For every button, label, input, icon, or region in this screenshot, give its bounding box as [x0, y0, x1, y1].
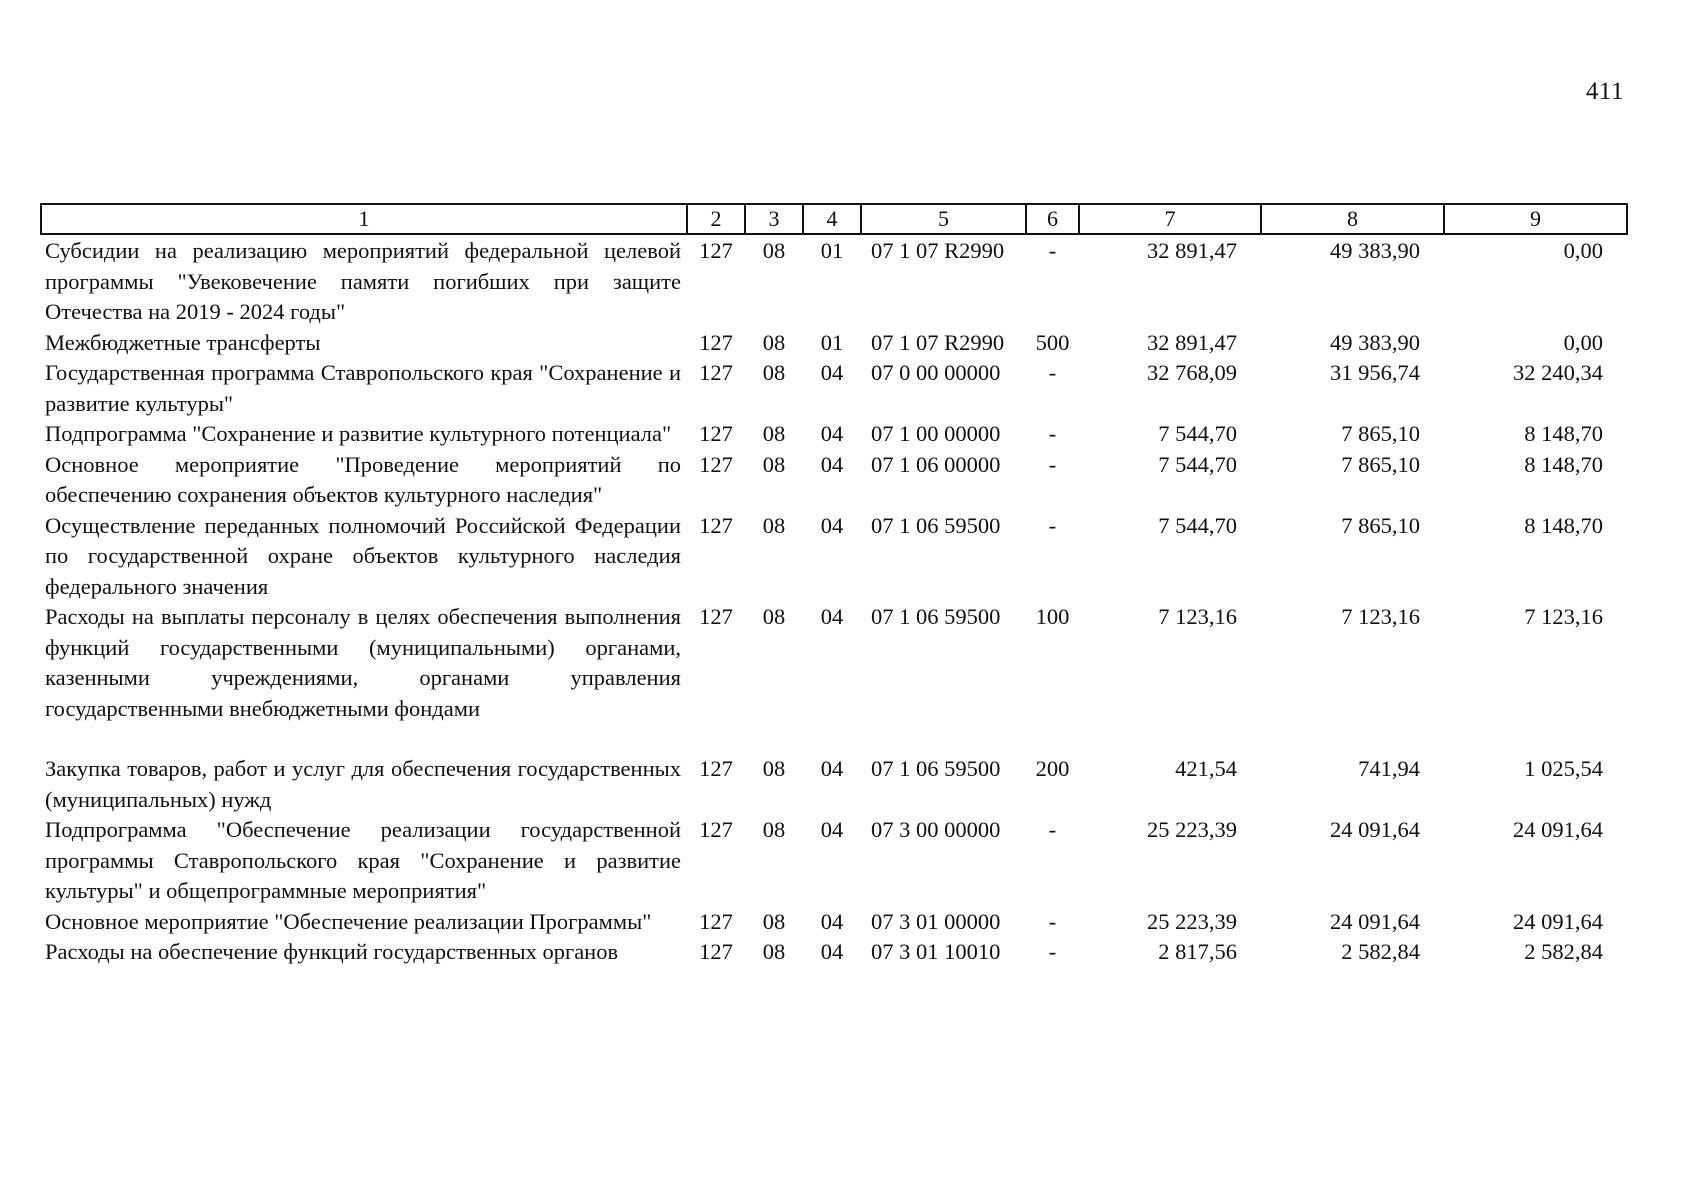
row-amount-col9: 24 091,64	[1513, 908, 1603, 934]
row-expense-type: 100	[1035, 604, 1070, 629]
header-col-8: 8	[1261, 204, 1444, 234]
row-section: 08	[762, 238, 786, 263]
row-name: Подпрограмма "Обеспечение реализации государственной программы Ставропольского края "Сохранение и развитие культуры" и общепрограммные мероприятия"	[45, 817, 681, 903]
row-amount-col8: 7 123,16	[1341, 604, 1420, 629]
row-section: 08	[762, 908, 786, 934]
row-name: Подпрограмма "Сохранение и развитие культурного потенциала"	[45, 421, 672, 446]
row-subsection: 04	[820, 817, 844, 842]
row-section: 08	[762, 512, 786, 538]
row-ministry: 127	[699, 817, 733, 842]
row-target-article: 07 1 06 00000	[871, 451, 1001, 477]
row-amount-col8: 24 091,64	[1330, 817, 1420, 842]
row-target-article: 07 1 07 R2990	[871, 329, 1005, 355]
page-number: 411	[1585, 78, 1624, 105]
row-expense-type: -	[1048, 421, 1057, 446]
row-expense-type: -	[1048, 238, 1057, 263]
row-amount-col9: 8 148,70	[1524, 451, 1603, 477]
row-amount-col9: 32 240,34	[1513, 360, 1603, 385]
table-body	[41, 234, 1627, 968]
row-name: Расходы на обеспечение функций государственных органов	[45, 939, 619, 964]
row-subsection: 04	[820, 360, 844, 385]
row-ministry: 127	[699, 421, 733, 446]
row-ministry: 127	[699, 756, 733, 781]
row-expense-type: -	[1048, 817, 1057, 842]
table-row	[41, 907, 1627, 938]
row-amount-col7: 421,54	[1175, 756, 1237, 781]
row-subsection: 04	[820, 939, 844, 964]
table-row	[41, 511, 1627, 603]
header-col-9: 9	[1444, 204, 1627, 234]
header-row	[41, 204, 1627, 234]
row-subsection: 04	[820, 908, 844, 934]
row-target-article: 07 1 06 59500	[871, 604, 1001, 629]
row-ministry: 127	[699, 451, 733, 477]
row-section: 08	[762, 421, 786, 446]
row-target-article: 07 1 06 59500	[871, 512, 1001, 538]
row-name: Расходы на выплаты персоналу в целях обеспечения выполнения функций государственными (муниципальными) органами, казенными учреждениями, органами управления государственными внебюджетными фондами	[45, 604, 681, 721]
header-col-1: 1	[41, 204, 687, 234]
header-col-4: 4	[803, 204, 861, 234]
row-target-article: 07 1 07 R2990	[871, 238, 1005, 263]
row-expense-type: -	[1048, 512, 1057, 538]
row-subsection: 04	[820, 756, 844, 781]
row-name: Субсидии на реализацию мероприятий федеральной целевой программы "Увековечение памяти погибших при защите Отечества на 2019 - 2024 годы"	[45, 238, 681, 324]
row-name: Закупка товаров, работ и услуг для обеспечения государственных (муниципальных) нужд	[45, 756, 681, 812]
row-expense-type: -	[1048, 908, 1057, 934]
row-amount-col7: 7 544,70	[1158, 512, 1237, 538]
row-amount-col8: 741,94	[1358, 756, 1420, 781]
table-row	[41, 815, 1627, 907]
row-ministry: 127	[699, 512, 733, 538]
row-ministry: 127	[699, 604, 733, 629]
row-section: 08	[762, 329, 786, 355]
row-amount-col8: 49 383,90	[1330, 329, 1420, 355]
row-section: 08	[762, 360, 786, 385]
header-col-7: 7	[1079, 204, 1261, 234]
row-section: 08	[762, 451, 786, 477]
table-row	[41, 358, 1627, 419]
row-subsection: 04	[820, 451, 844, 477]
row-amount-col8: 7 865,10	[1341, 512, 1420, 538]
row-amount-col7: 7 544,70	[1158, 421, 1237, 446]
table-spacer-row	[41, 724, 1627, 754]
row-ministry: 127	[699, 360, 733, 385]
row-expense-type: 200	[1035, 756, 1070, 781]
row-amount-col9: 0,00	[1563, 329, 1603, 355]
row-amount-col7: 2 817,56	[1158, 939, 1237, 964]
row-amount-col8: 7 865,10	[1341, 451, 1420, 477]
row-amount-col8: 24 091,64	[1330, 908, 1420, 934]
row-amount-col9: 24 091,64	[1513, 817, 1603, 842]
row-amount-col7: 32 891,47	[1147, 329, 1237, 355]
row-section: 08	[762, 939, 786, 964]
row-amount-col9: 0,00	[1563, 238, 1603, 263]
table-row	[41, 234, 1627, 328]
table-row	[41, 602, 1627, 724]
row-amount-col9: 8 148,70	[1524, 512, 1603, 538]
row-expense-type: -	[1048, 939, 1057, 964]
row-amount-col7: 25 223,39	[1147, 908, 1237, 934]
row-section: 08	[762, 817, 786, 842]
row-ministry: 127	[699, 238, 733, 263]
table-row	[41, 450, 1627, 511]
header-col-2: 2	[687, 204, 745, 234]
row-ministry: 127	[699, 939, 733, 964]
table-row	[41, 328, 1627, 359]
row-amount-col9: 1 025,54	[1524, 756, 1603, 781]
row-amount-col9: 2 582,84	[1524, 939, 1603, 964]
row-subsection: 04	[820, 421, 844, 446]
header-col-5: 5	[861, 204, 1026, 234]
row-subsection: 04	[820, 512, 844, 538]
row-expense-type: -	[1048, 360, 1057, 385]
row-amount-col8: 31 956,74	[1330, 360, 1420, 385]
row-subsection: 01	[820, 238, 844, 263]
row-section: 08	[762, 756, 786, 781]
row-amount-col8: 7 865,10	[1341, 421, 1420, 446]
row-amount-col7: 32 891,47	[1147, 238, 1237, 263]
row-amount-col8: 2 582,84	[1341, 939, 1420, 964]
table-row	[41, 754, 1627, 815]
table-row	[41, 419, 1627, 450]
row-amount-col7: 25 223,39	[1147, 817, 1237, 842]
table-header	[41, 204, 1627, 234]
row-target-article: 07 1 00 00000	[871, 421, 1001, 446]
row-subsection: 01	[820, 329, 844, 355]
row-name: Основное мероприятие "Обеспечение реализации Программы"	[45, 908, 652, 934]
row-name: Основное мероприятие "Проведение мероприятий по обеспечению сохранения объектов культурного наследия"	[45, 451, 681, 507]
spacer-cell	[41, 724, 1627, 754]
row-section: 08	[762, 604, 786, 629]
row-ministry: 127	[699, 908, 733, 934]
header-col-6: 6	[1026, 204, 1079, 234]
header-col-3: 3	[745, 204, 803, 234]
row-target-article: 07 3 01 00000	[871, 908, 1001, 934]
row-subsection: 04	[820, 604, 844, 629]
row-amount-col9: 7 123,16	[1524, 604, 1603, 629]
row-amount-col9: 8 148,70	[1524, 421, 1603, 446]
row-name: Межбюджетные трансферты	[45, 329, 321, 355]
row-amount-col7: 7 544,70	[1158, 451, 1237, 477]
row-target-article: 07 3 00 00000	[871, 817, 1001, 842]
row-target-article: 07 3 01 10010	[871, 939, 1001, 964]
row-amount-col8: 49 383,90	[1330, 238, 1420, 263]
budget-table	[40, 203, 1628, 968]
row-amount-col7: 32 768,09	[1147, 360, 1237, 385]
row-expense-type: 500	[1035, 329, 1070, 355]
row-expense-type: -	[1048, 451, 1057, 477]
row-amount-col7: 7 123,16	[1158, 604, 1237, 629]
row-name: Осуществление переданных полномочий Российской Федерации по государственной охране объектов культурного наследия федерального значения	[45, 512, 681, 599]
table-row	[41, 937, 1627, 968]
row-target-article: 07 0 00 00000	[871, 360, 1001, 385]
row-name: Государственная программа Ставропольского края "Сохранение и развитие культуры"	[45, 360, 681, 416]
row-target-article: 07 1 06 59500	[871, 756, 1001, 781]
row-ministry: 127	[699, 329, 733, 355]
